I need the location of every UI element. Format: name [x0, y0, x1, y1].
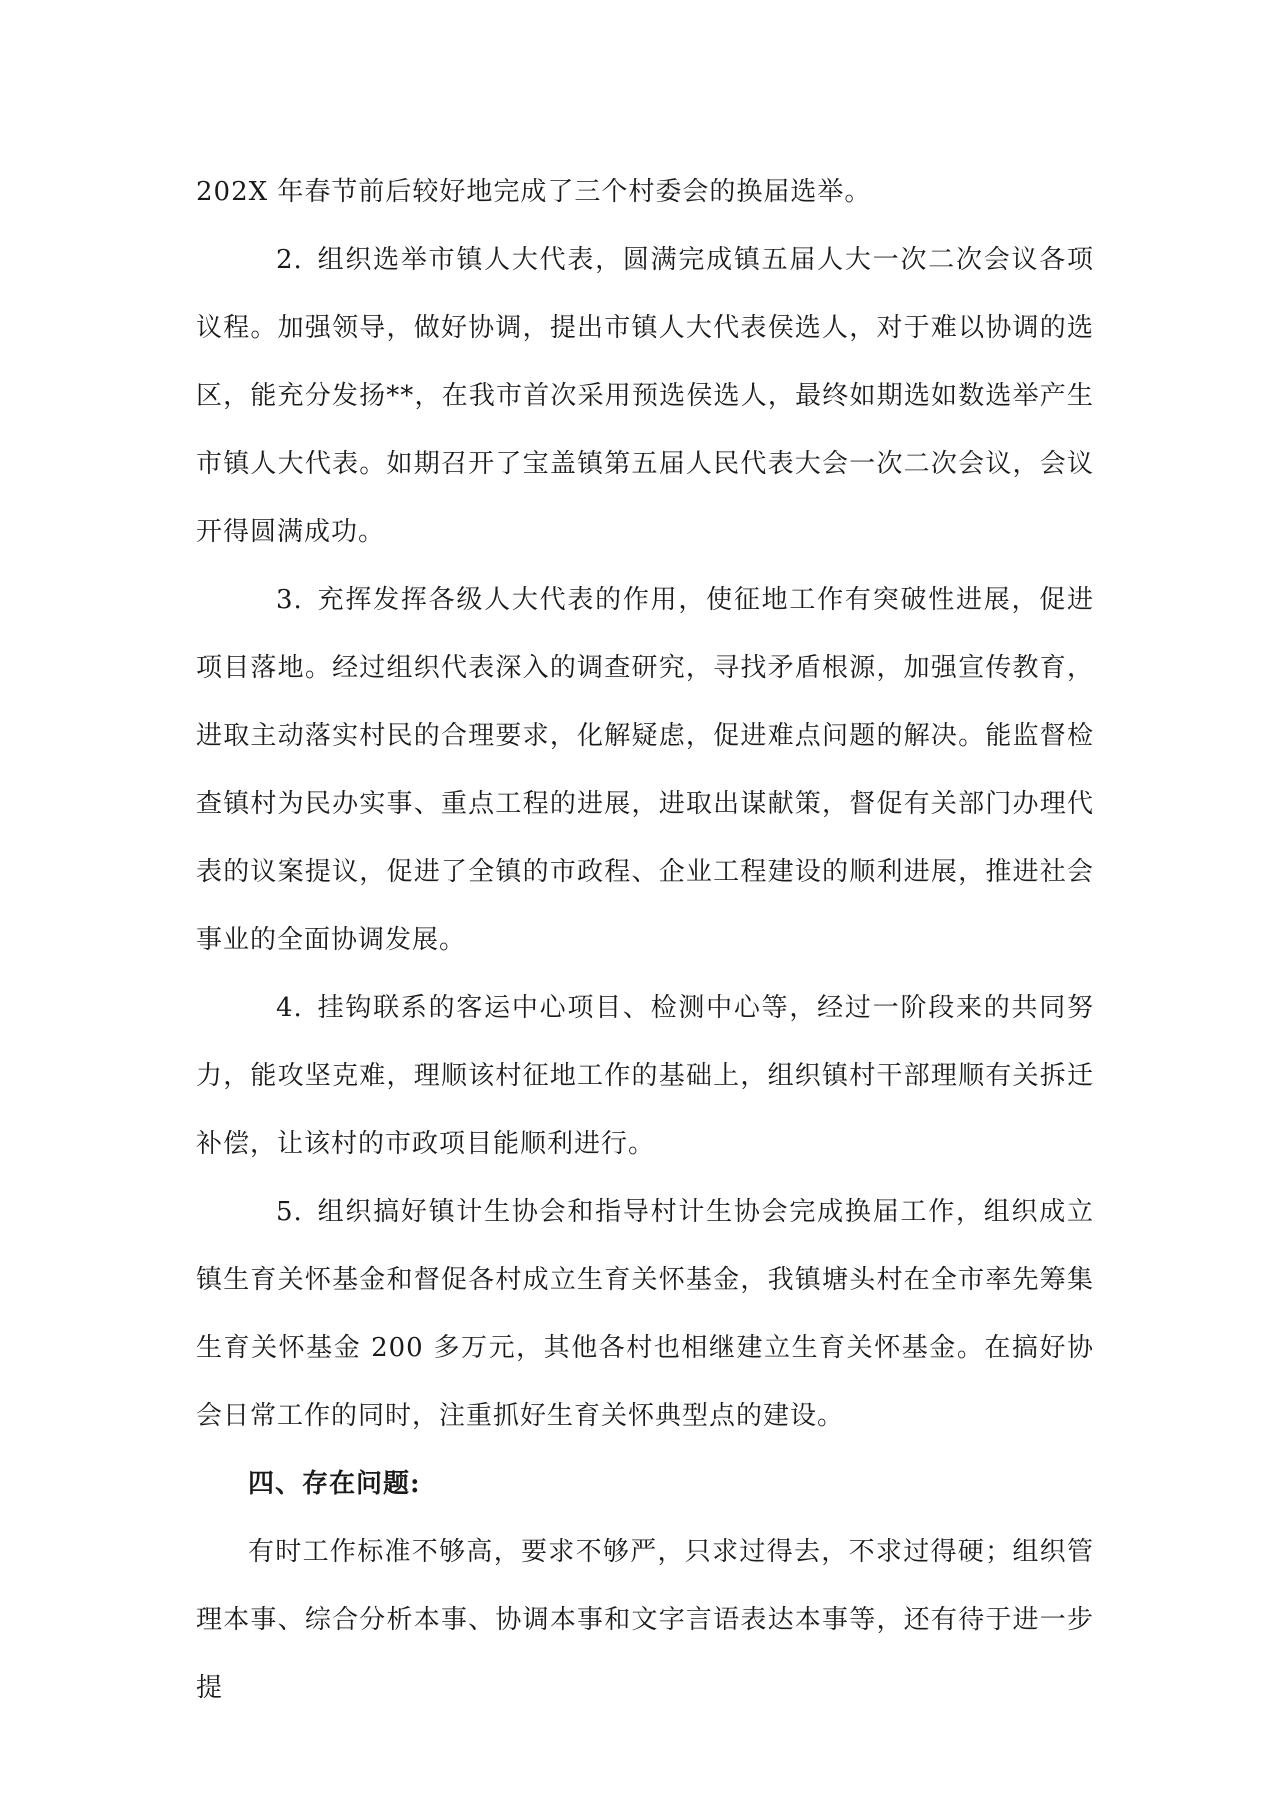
list-item-2 — [196, 226, 1094, 566]
document-page — [196, 158, 1094, 1722]
list-item-number: 3. — [276, 585, 303, 615]
list-item-5 — [196, 1178, 1094, 1450]
paragraph-problems: 有时工作标准不够高，要求不够严，只求过得去，不求过得硬；组织管理本事、综合分析本事、协调本事和文字言语表达本事等，还有待于进一步提 — [196, 1537, 1094, 1703]
paragraph-continuation: 202X 年春节前后较好地完成了三个村委会的换届选举。 — [196, 177, 872, 207]
list-item-text: 充挥发挥各级人大代表的作用，使征地工作有突破性进展，促进项目落地。经过组织代表深入的调查研究，寻找矛盾根源，加强宣传教育，进取主动落实村民的合理要求，化解疑虑，促进难点问题的解决。能监督检查镇村为民办实事、重点工程的进展，进取出谋献策，督促有关部门办理代表的议案提议，促进了全镇的市政程、企业工程建设的顺利进展，推进社会事业的全面协调发展。 — [196, 585, 1094, 955]
list-item-number: 2. — [276, 245, 303, 275]
list-item-number: 5. — [276, 1197, 303, 1227]
list-item-number: 4. — [276, 993, 303, 1023]
section-heading: 四、存在问题: — [248, 1469, 421, 1499]
list-item-text: 组织选举市镇人大代表，圆满完成镇五届人大一次二次会议各项议程。加强领导，做好协调，提出市镇人大代表侯选人，对于难以协调的选区，能充分发扬**，在我市首次采用预选侯选人，最终如期选如数选举产生市镇人大代表。如期召开了宝盖镇第五届人民代表大会一次二次会议，会议开得圆满成功。 — [196, 245, 1094, 547]
list-item-4 — [196, 974, 1094, 1178]
list-item-text: 挂钩联系的客运中心项目、检测中心等，经过一阶段来的共同努力，能攻坚克难，理顺该村征地工作的基础上，组织镇村干部理顺有关拆迁补偿，让该村的市政项目能顺利进行。 — [196, 993, 1094, 1159]
list-item-3 — [196, 566, 1094, 974]
list-item-text: 组织搞好镇计生协会和指导村计生协会完成换届工作，组织成立镇生育关怀基金和督促各村成立生育关怀基金，我镇塘头村在全市率先筹集生育关怀基金 200 多万元，其他各村也相继建立生育关怀基金。在搞好协会日常工作的同时，注重抓好生育关怀典型点的建设。 — [196, 1197, 1094, 1431]
